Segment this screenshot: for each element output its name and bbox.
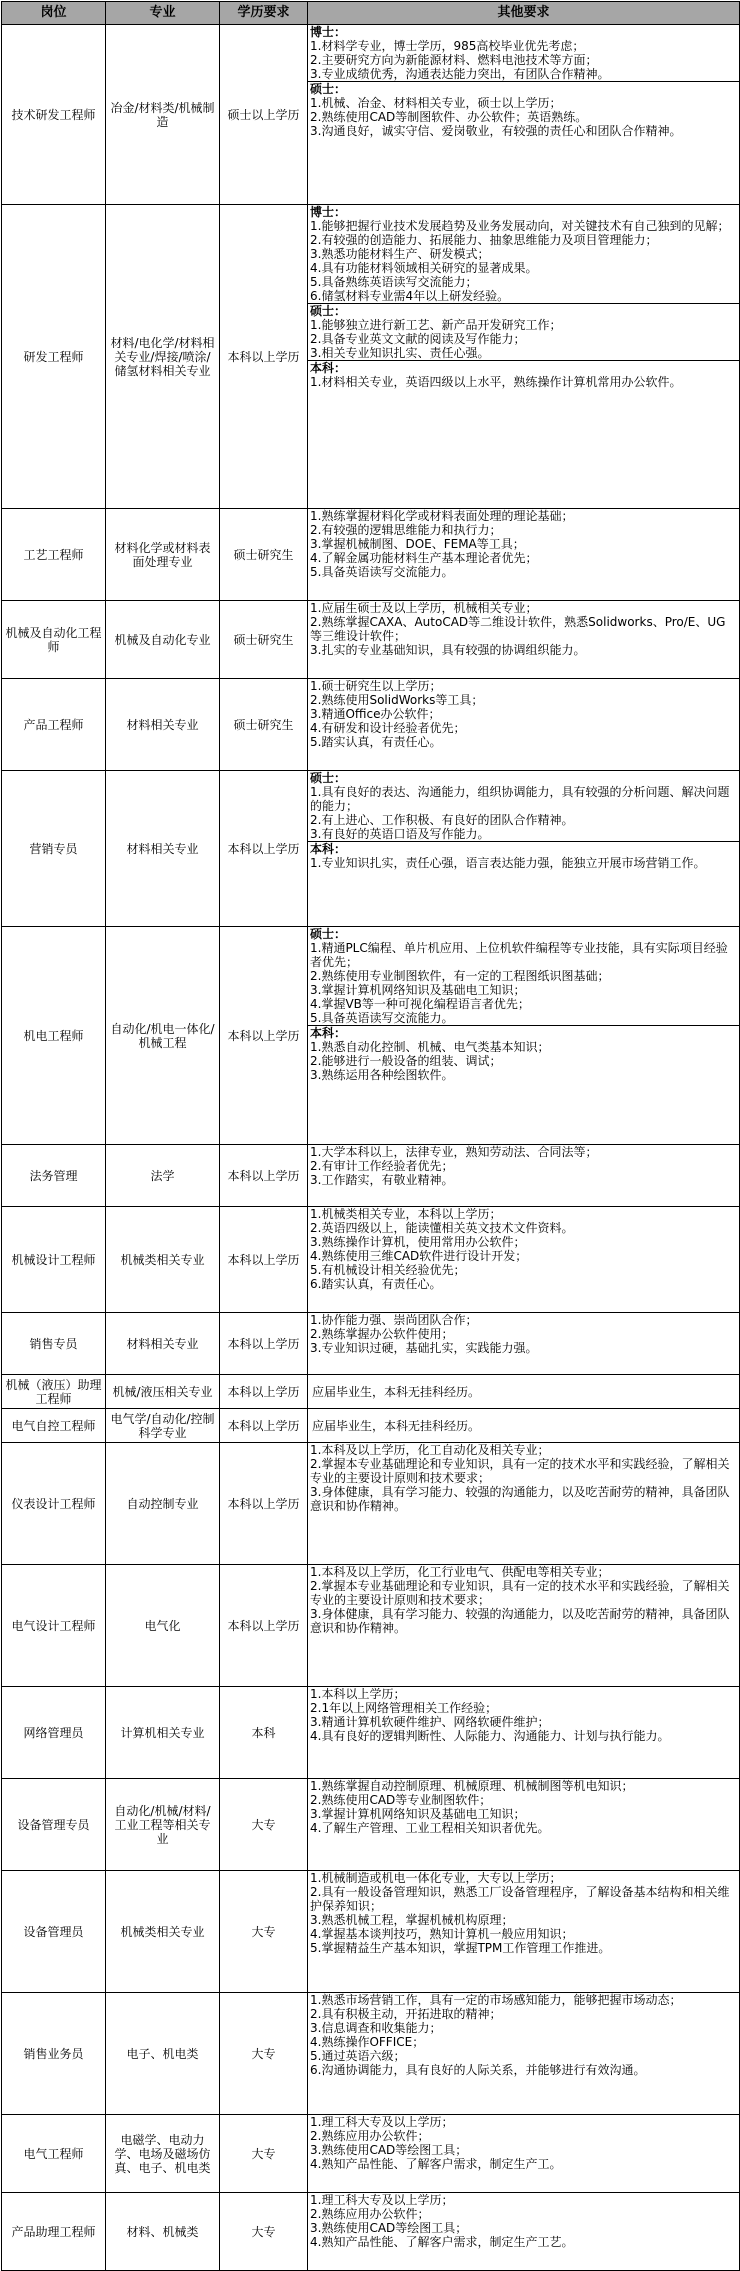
requirement-line: 1.熟悉自动化控制、机械、电气类基本知识；: [310, 1040, 550, 1054]
table-row: [2, 2193, 740, 2271]
requirement-line: 1.精通PLC编程、单片机应用、上位机软件编程等专业技能，具有实际项目经验者优先；: [310, 941, 728, 969]
requirement-line: 5.具备熟练英语读写交流能力；: [310, 275, 478, 289]
requirement-line: 3.熟悉功能材料生产、研发模式；: [310, 247, 490, 261]
cell-education: 大专: [220, 1871, 308, 1993]
requirement-line: 1.协作能力强、崇尚团队合作；: [310, 1313, 478, 1327]
table-row: [2, 1409, 740, 1443]
requirement-line: 3.熟练运用各种绘图软件。: [310, 1068, 454, 1082]
requirement-block: [308, 1779, 739, 1835]
requirement-block: [308, 2193, 739, 2249]
cell-requirements: 应届毕业生，本科无挂科经历。: [308, 1409, 740, 1443]
requirement-line: 3.掌握计算机网络知识及基础电工知识；: [310, 1807, 526, 1821]
requirement-block: [308, 1026, 739, 1082]
cell-education: 硕士研究生: [220, 509, 308, 601]
requirement-block: [308, 25, 739, 82]
requirement-line: 1.硕士研究生以上学历；: [310, 679, 442, 693]
cell-major: 自动化/机械/材料/工业工程等相关专业: [106, 1779, 220, 1871]
requirement-line: 2.有审计工作经验者优先；: [310, 1159, 454, 1173]
requirement-line: 3.掌握计算机网络知识及基础电工知识；: [310, 983, 526, 997]
requirement-line: 1.机械制造或机电一体化专业，大专以上学历；: [310, 1871, 562, 1885]
cell-education: 本科以上学历: [220, 771, 308, 927]
requirement-line: 1.大学本科以上，法律专业，熟知劳动法、合同法等；: [310, 1145, 598, 1159]
requirement-block: [308, 771, 739, 842]
requirement-line: 2.熟练使用CAD等专业制图软件；: [310, 1793, 492, 1807]
requirement-line: 1.熟练掌握自动控制原理、机械原理、机械制图等机电知识；: [310, 1779, 634, 1793]
cell-education: 大专: [220, 1779, 308, 1871]
requirement-block: [308, 1443, 739, 1513]
degree-heading: 博士：: [310, 25, 347, 39]
cell-major: 机械及自动化专业: [106, 601, 220, 679]
requirement-line: 4.掌握VB等一种可视化编程语言者优先；: [310, 997, 530, 1011]
cell-education: 本科以上学历: [220, 205, 308, 509]
cell-education: 本科以上学历: [220, 927, 308, 1145]
cell-requirements: [308, 1993, 740, 2115]
requirement-block: [308, 1993, 739, 2077]
table-row: [2, 1145, 740, 1207]
requirement-line: 2.掌握本专业基础理论和专业知识，具有一定的技术水平和实践经验，了解相关专业的主要设计原则和技术要求；: [310, 1457, 730, 1485]
requirement-line: 1.具有良好的表达、沟通能力，组织协调能力，具有较强的分析问题、解决问题的能力；: [310, 785, 730, 813]
cell-position: 机械设计工程师: [2, 1207, 106, 1313]
cell-position: 技术研发工程师: [2, 25, 106, 205]
cell-position: 网络管理员: [2, 1687, 106, 1779]
requirement-line: 2.具备专业英文文献的阅读及写作能力；: [310, 332, 526, 346]
requirement-line: 3.专业成绩优秀，沟通表达能力突出，有团队合作精神。: [310, 67, 610, 81]
cell-requirements: 应届毕业生，本科无挂科经历。: [308, 1375, 740, 1409]
cell-education: 硕士以上学历: [220, 25, 308, 205]
requirement-block: [308, 304, 739, 361]
cell-position: 销售专员: [2, 1313, 106, 1375]
requirement-line: 1.熟练掌握材料化学或材料表面处理的理论基础；: [310, 509, 574, 523]
cell-position: 工艺工程师: [2, 509, 106, 601]
cell-major: 材料相关专业: [106, 679, 220, 771]
table-body: [2, 25, 740, 2271]
requirement-block: [308, 2115, 739, 2171]
requirement-line: 1.理工科大专及以上学历；: [310, 2115, 454, 2129]
table-row: [2, 1993, 740, 2115]
requirement-line: 1.能够独立进行新工艺、新产品开发研究工作；: [310, 318, 562, 332]
requirement-line: 1.本科及以上学历，化工自动化及相关专业；: [310, 1443, 550, 1457]
cell-major: 冶金/材料类/机械制造: [106, 25, 220, 205]
cell-position: 产品助理工程师: [2, 2193, 106, 2271]
requirement-line: 4.熟练使用三维CAD软件进行设计开发；: [310, 1249, 528, 1263]
requirement-line: 2.熟练掌握CAXA、AutoCAD等二维设计软件，熟悉Solidworks、Pro/E、UG等三维设计软件；: [310, 615, 726, 643]
cell-requirements: [308, 1871, 740, 1993]
cell-requirements: [308, 1779, 740, 1871]
cell-major: 电磁学、电动力学、电场及磁场仿真、电子、机电类: [106, 2115, 220, 2193]
cell-major: 材料相关专业: [106, 1313, 220, 1375]
degree-heading: 硕士：: [310, 927, 347, 941]
cell-requirements: [308, 205, 740, 509]
requirement-line: 4.熟练操作OFFICE；: [310, 2035, 425, 2049]
cell-education: 本科以上学历: [220, 1313, 308, 1375]
cell-requirements: [308, 601, 740, 679]
cell-requirements: [308, 2193, 740, 2271]
requirement-line: 3.信息调查和收集能力；: [310, 2021, 442, 2035]
degree-heading: 硕士：: [310, 304, 347, 318]
cell-major: 电子、机电类: [106, 1993, 220, 2115]
header-position: 岗位: [2, 2, 106, 25]
requirement-block: [308, 1871, 739, 1955]
requirement-line: 4.具有良好的逻辑判断性、人际能力、沟通能力、计划与执行能力。: [310, 1729, 670, 1743]
cell-requirements: [308, 1565, 740, 1687]
cell-position: 设备管理专员: [2, 1779, 106, 1871]
requirement-line: 3.沟通良好，诚实守信、爱岗敬业，有较强的责任心和团队合作精神。: [310, 124, 682, 138]
cell-education: 本科以上学历: [220, 1207, 308, 1313]
requirement-line: 3.扎实的专业基础知识，具有较强的协调组织能力。: [310, 643, 586, 657]
requirement-block: [308, 361, 739, 389]
table-row: [2, 601, 740, 679]
cell-major: 材料化学或材料表面处理专业: [106, 509, 220, 601]
requirement-line: 2.具有积极主动，开拓进取的精神；: [310, 2007, 502, 2021]
requirement-block: [308, 1565, 739, 1635]
table-row: [2, 1443, 740, 1565]
requirement-line: 2.有上进心、工作积极、有良好的团队合作精神。: [310, 813, 574, 827]
requirement-block: [308, 1313, 739, 1355]
cell-major: 计算机相关专业: [106, 1687, 220, 1779]
cell-requirements: [308, 771, 740, 927]
cell-position: 设备管理员: [2, 1871, 106, 1993]
cell-position: 研发工程师: [2, 205, 106, 509]
degree-heading: 本科：: [310, 1026, 347, 1040]
requirement-line: 3.熟练使用CAD等绘图工具；: [310, 2221, 468, 2235]
cell-major: 机械类相关专业: [106, 1207, 220, 1313]
requirement-line: 4.熟知产品性能、了解客户需求，制定生产工。: [310, 2157, 562, 2171]
cell-position: 电气设计工程师: [2, 1565, 106, 1687]
cell-major: 自动控制专业: [106, 1443, 220, 1565]
requirement-line: 5.有机械设计相关经验优先；: [310, 1263, 466, 1277]
requirement-line: 1.机械、冶金、材料相关专业，硕士以上学历；: [310, 96, 562, 110]
cell-major: 材料相关专业: [106, 771, 220, 927]
requirement-line: 2.熟练掌握办公软件使用；: [310, 1327, 454, 1341]
requirement-line: 1.理工科大专及以上学历；: [310, 2193, 454, 2207]
cell-position: 产品工程师: [2, 679, 106, 771]
requirement-line: 2.英语四级以上，能读懂相关英文技术文件资料。: [310, 1221, 574, 1235]
cell-major: 电气化: [106, 1565, 220, 1687]
requirement-block: [308, 1207, 739, 1291]
requirement-block: [308, 679, 739, 749]
requirement-line: 4.熟知产品性能、了解客户需求，制定生产工艺。: [310, 2235, 574, 2249]
requirement-block: [308, 842, 739, 870]
cell-requirements: [308, 1313, 740, 1375]
requirement-line: 3.身体健康，具有学习能力、较强的沟通能力，以及吃苦耐劳的精神，具备团队意识和协作精神。: [310, 1607, 730, 1635]
table-row: [2, 1779, 740, 1871]
requirement-line: 2.熟练应用办公软件；: [310, 2129, 430, 2143]
cell-position: 仪表设计工程师: [2, 1443, 106, 1565]
cell-requirements: [308, 25, 740, 205]
requirement-line: 2.有较强的创造能力、拓展能力、抽象思维能力及项目管理能力；: [310, 233, 658, 247]
requirement-line: 4.掌握基本谈判技巧，熟知计算机一般应用知识；: [310, 1927, 574, 1941]
table-row: [2, 1687, 740, 1779]
degree-heading: 硕士：: [310, 771, 347, 785]
requirement-line: 4.有研发和设计经验者优先；: [310, 721, 466, 735]
cell-requirements: [308, 509, 740, 601]
cell-education: 大专: [220, 2193, 308, 2271]
cell-education: 本科以上学历: [220, 1565, 308, 1687]
requirement-line: 6.沟通协调能力，具有良好的人际关系，并能够进行有效沟通。: [310, 2063, 646, 2077]
cell-major: 电气学/自动化/控制科学专业: [106, 1409, 220, 1443]
cell-position: 电气工程师: [2, 2115, 106, 2193]
requirement-line: 2.能够进行一般设备的组装、调试；: [310, 1054, 502, 1068]
requirement-line: 4.了解金属功能材料生产基本理论者优先；: [310, 551, 538, 565]
cell-requirements: [308, 1145, 740, 1207]
requirement-line: 5.具备英语读写交流能力。: [310, 565, 454, 579]
requirement-line: 1.能够把握行业技术发展趋势及业务发展动向，对关键技术有自己独到的见解；: [310, 219, 730, 233]
requirement-line: 5.踏实认真，有责任心。: [310, 735, 442, 749]
requirement-line: 3.专业知识过硬，基础扎实，实践能力强。: [310, 1341, 538, 1355]
table-row: [2, 1375, 740, 1409]
cell-position: 营销专员: [2, 771, 106, 927]
table-row: [2, 771, 740, 927]
requirement-line: 1.本科以上学历；: [310, 1687, 406, 1701]
requirement-line: 1.应届生硕士及以上学历，机械相关专业；: [310, 601, 538, 615]
requirement-line: 1.机械类相关专业，本科以上学历；: [310, 1207, 502, 1221]
requirement-line: 3.工作踏实，有敬业精神。: [310, 1173, 454, 1187]
requirement-line: 2.主要研究方向为新能源材料、燃料电池技术等方面；: [310, 53, 598, 67]
requirement-line: 3.身体健康，具有学习能力、较强的沟通能力，以及吃苦耐劳的精神，具备团队意识和协作精神。: [310, 1485, 730, 1513]
cell-education: 本科以上学历: [220, 1375, 308, 1409]
requirement-block: [308, 82, 739, 138]
header-other: 其他要求: [308, 2, 740, 25]
cell-requirements: [308, 1443, 740, 1565]
cell-education: 大专: [220, 1993, 308, 2115]
cell-major: 自动化/机电一体化/机械工程: [106, 927, 220, 1145]
requirement-line: 2.熟练使用SolidWorks等工具；: [310, 693, 484, 707]
table-row: [2, 1313, 740, 1375]
requirement-line: 2.具有一般设备管理知识，熟悉工厂设备管理程序，了解设备基本结构和相关维护保养知识；: [310, 1885, 730, 1913]
requirement-line: 2.熟练使用专业制图软件，有一定的工程图纸识图基础；: [310, 969, 610, 983]
requirement-line: 1.材料学专业，博士学历，985高校毕业优先考虑；: [310, 39, 585, 53]
table-row: [2, 509, 740, 601]
table-row: [2, 927, 740, 1145]
cell-major: 机械/液压相关专业: [106, 1375, 220, 1409]
cell-education: 硕士研究生: [220, 601, 308, 679]
cell-education: 本科以上学历: [220, 1443, 308, 1565]
requirement-line: 1.熟悉市场营销工作，具有一定的市场感知能力，能够把握市场动态；: [310, 1993, 682, 2007]
cell-position: 销售业务员: [2, 1993, 106, 2115]
requirement-line: 6.储氢材料专业需4年以上研发经验。: [310, 289, 510, 303]
cell-requirements: [308, 2115, 740, 2193]
cell-requirements: [308, 927, 740, 1145]
header-major: 专业: [106, 2, 220, 25]
requirement-line: 1.材料相关专业，英语四级以上水平，熟练操作计算机常用办公软件。: [310, 375, 682, 389]
requirement-block: [308, 509, 739, 579]
cell-education: 大专: [220, 2115, 308, 2193]
requirement-line: 5.具备英语读写交流能力。: [310, 1011, 454, 1025]
requirement-line: 3.精通计算机软硬件维护、网络软硬件维护；: [310, 1715, 550, 1729]
cell-education: 本科以上学历: [220, 1145, 308, 1207]
requirement-line: 2.有较强的逻辑思维能力和执行力；: [310, 523, 502, 537]
table-row: [2, 1871, 740, 1993]
requirement-line: 6.踏实认真，有责任心。: [310, 1277, 442, 1291]
cell-education: 本科以上学历: [220, 1409, 308, 1443]
requirement-line: 3.相关专业知识扎实、责任心强。: [310, 346, 490, 360]
degree-heading: 本科：: [310, 842, 347, 856]
degree-heading: 本科：: [310, 361, 347, 375]
cell-requirements: [308, 1687, 740, 1779]
requirement-line: 2.熟练使用CAD等制图软件、办公软件；英语熟练。: [310, 110, 588, 124]
degree-heading: 硕士：: [310, 82, 347, 96]
cell-major: 材料、机械类: [106, 2193, 220, 2271]
header-row: [2, 2, 740, 25]
requirement-line: 4.了解生产管理、工业工程相关知识者优先。: [310, 1821, 550, 1835]
requirement-line: 5.通过英语六级；: [310, 2049, 406, 2063]
table-row: [2, 1207, 740, 1313]
cell-position: 电气自控工程师: [2, 1409, 106, 1443]
table-row: [2, 25, 740, 205]
requirement-line: 3.掌握机械制图、DOE、FEMA等工具；: [310, 537, 525, 551]
requirement-block: [308, 1145, 739, 1187]
requirement-block: [308, 927, 739, 1026]
table-row: [2, 205, 740, 509]
cell-major: 法学: [106, 1145, 220, 1207]
table-row: [2, 679, 740, 771]
cell-requirements: [308, 679, 740, 771]
cell-position: 机电工程师: [2, 927, 106, 1145]
requirement-line: 5.掌握精益生产基本知识，掌握TPM工作管理工作推进。: [310, 1941, 611, 1955]
table-row: [2, 1565, 740, 1687]
cell-requirements: [308, 1207, 740, 1313]
requirement-line: 2.掌握本专业基础理论和专业知识，具有一定的技术水平和实践经验，了解相关专业的主要设计原则和技术要求；: [310, 1579, 730, 1607]
requirement-line: 3.熟练使用CAD等绘图工具；: [310, 2143, 468, 2157]
requirement-block: [308, 205, 739, 304]
requirement-line: 1.本科及以上学历，化工行业电气、供配电等相关专业；: [310, 1565, 610, 1579]
cell-major: 材料/电化学/材料相关专业/焊接/喷涂/储氢材料相关专业: [106, 205, 220, 509]
table-row: [2, 2115, 740, 2193]
requirements-table: [1, 1, 740, 2271]
requirement-line: 3.熟练操作计算机，使用常用办公软件；: [310, 1235, 526, 1249]
cell-education: 硕士研究生: [220, 679, 308, 771]
requirement-line: 2.1年以上网络管理相关工作经验；: [310, 1701, 498, 1715]
cell-position: 机械及自动化工程师: [2, 601, 106, 679]
requirement-line: 1.专业知识扎实，责任心强，语言表达能力强，能独立开展市场营销工作。: [310, 856, 706, 870]
requirement-line: 3.熟悉机械工程，掌握机械机构原理；: [310, 1913, 514, 1927]
requirement-block: [308, 601, 739, 657]
requirement-line: 3.有良好的英语口语及写作能力。: [310, 827, 490, 841]
requirement-line: 4.具有功能材料领域相关研究的显著成果。: [310, 261, 538, 275]
cell-education: 本科: [220, 1687, 308, 1779]
cell-major: 机械类相关专业: [106, 1871, 220, 1993]
requirement-block: [308, 1687, 739, 1743]
cell-position: 法务管理: [2, 1145, 106, 1207]
degree-heading: 博士：: [310, 205, 347, 219]
cell-position: 机械（液压）助理工程师: [2, 1375, 106, 1409]
header-education: 学历要求: [220, 2, 308, 25]
requirement-line: 2.熟练应用办公软件；: [310, 2207, 430, 2221]
requirement-line: 3.精通Office办公软件；: [310, 707, 441, 721]
